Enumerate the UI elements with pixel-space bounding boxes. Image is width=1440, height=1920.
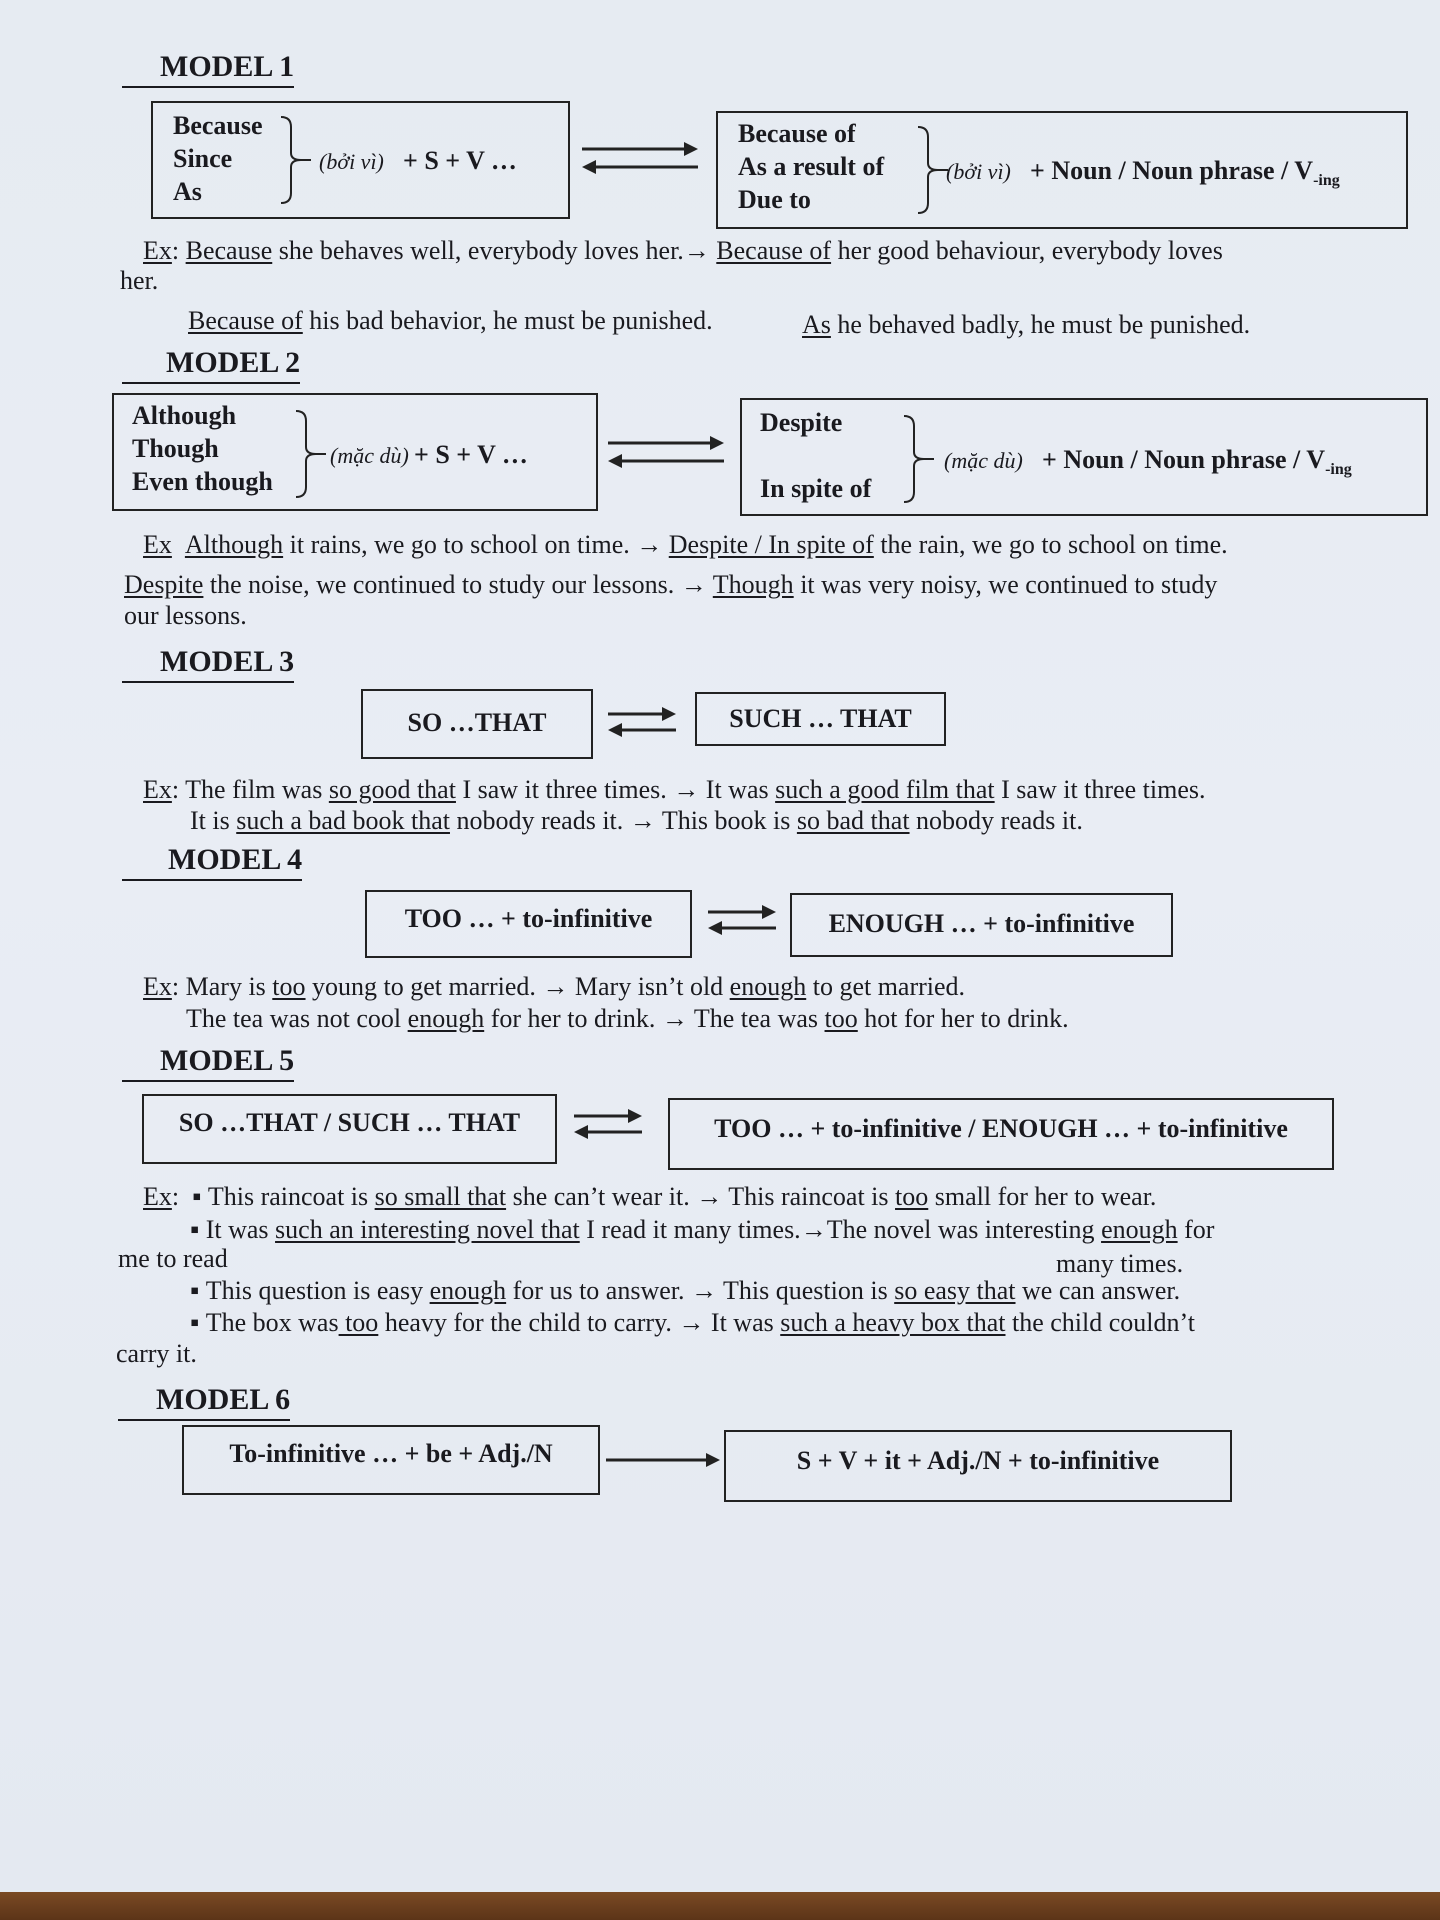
example-label: Ex bbox=[143, 530, 172, 559]
example-key-2: such a good film that bbox=[775, 775, 995, 804]
gloss-mac-du: (mặc dù) bbox=[330, 443, 409, 468]
model-5-example-4 bbox=[190, 1308, 1195, 1338]
example-label: Ex bbox=[143, 972, 172, 1001]
model-5-example-2 bbox=[190, 1215, 1214, 1245]
example-text-2: her good behaviour, everybody loves bbox=[831, 236, 1223, 265]
structure-too-enough: TOO … + to-infinitive / ENOUGH … + to-infinitive bbox=[714, 1114, 1288, 1143]
example-text-0: The tea was not cool bbox=[186, 1004, 408, 1033]
model-4-example-1 bbox=[143, 972, 965, 1002]
model-6-heading: MODEL 6 bbox=[118, 1383, 290, 1421]
model-4-left-box bbox=[365, 890, 692, 958]
arrow-right-icon bbox=[604, 1451, 722, 1469]
model-5-right-box bbox=[668, 1098, 1334, 1170]
example-text-1: heavy for the child to carry. bbox=[378, 1308, 679, 1337]
two-way-arrow-icon bbox=[706, 904, 778, 936]
example-key-1: enough bbox=[407, 1004, 485, 1033]
example-label: Ex bbox=[143, 775, 172, 804]
example-text-1: she behaves well, everybody loves her. bbox=[272, 236, 684, 265]
example-key-2: Despite / In spite of bbox=[668, 530, 874, 559]
example-text-1: nobody reads it. bbox=[449, 806, 630, 835]
example-text-2: It was bbox=[705, 775, 776, 804]
example-text-0: This question is easy bbox=[205, 1276, 430, 1305]
model-1-example-2-a bbox=[188, 306, 713, 336]
model-4-right-box bbox=[790, 893, 1173, 957]
structure-such-that: SUCH … THAT bbox=[729, 704, 912, 733]
example-key-1: Because of bbox=[188, 306, 303, 335]
example-key-1: Despite bbox=[124, 570, 204, 599]
arrow-icon: → bbox=[683, 236, 717, 265]
example-text-1: I saw it three times. bbox=[455, 775, 674, 804]
model-2-right-box bbox=[740, 398, 1428, 516]
model-2-left-box bbox=[112, 393, 598, 511]
conjunction-because: Because bbox=[173, 111, 263, 140]
structure-so-that-such-that: SO …THAT / SUCH … THAT bbox=[178, 1108, 521, 1137]
arrow-icon: → bbox=[800, 1215, 827, 1244]
example-key-2: such a heavy box that bbox=[780, 1308, 1006, 1337]
model-5-left-box bbox=[142, 1094, 557, 1164]
arrow-icon: → bbox=[542, 972, 575, 1001]
model-6-right-box bbox=[724, 1430, 1232, 1502]
model-1-example-1 bbox=[143, 236, 1223, 266]
formula-subscript: -ing bbox=[1325, 461, 1352, 479]
example-text-3: hot for her to drink. bbox=[857, 1004, 1069, 1033]
conjunction-since: Since bbox=[173, 144, 233, 173]
formula-text: + Noun / Noun phrase / V bbox=[1030, 156, 1314, 185]
example-key-2: As bbox=[802, 310, 831, 339]
example-key-1: too bbox=[338, 1308, 379, 1337]
model-5-example-2-continued: me to read bbox=[118, 1244, 228, 1273]
brace-icon bbox=[292, 409, 328, 499]
model-5-example-1 bbox=[143, 1182, 1156, 1212]
example-text-3: we can answer. bbox=[1015, 1276, 1181, 1305]
arrow-icon: → bbox=[661, 1004, 694, 1033]
example-text-0: The film was bbox=[185, 775, 329, 804]
model-3-left-box bbox=[361, 689, 593, 759]
model-3-heading: MODEL 3 bbox=[122, 645, 294, 683]
formula-clause: + S + V … bbox=[414, 440, 528, 469]
example-text-3: to get married. bbox=[806, 972, 966, 1001]
example-text-3: nobody reads it. bbox=[909, 806, 1083, 835]
example-text-2: Mary isn’t old bbox=[574, 972, 730, 1001]
example-text-2: it was very noisy, we continued to study bbox=[793, 570, 1218, 599]
model-4-example-2 bbox=[186, 1004, 1069, 1034]
two-way-arrow-icon bbox=[606, 434, 726, 470]
model-3-right-box bbox=[695, 692, 946, 746]
model-3-example-1 bbox=[143, 775, 1205, 805]
example-text-2: The novel was interesting bbox=[826, 1215, 1102, 1244]
model-1-example-2-b bbox=[802, 310, 1250, 340]
model-1-right-box bbox=[716, 111, 1408, 229]
model-4-heading: MODEL 4 bbox=[122, 843, 302, 881]
model-2-example-1 bbox=[143, 530, 1228, 560]
brace-icon bbox=[277, 115, 313, 205]
example-text-1: for us to answer. bbox=[506, 1276, 691, 1305]
example-text-2: It was bbox=[710, 1308, 781, 1337]
structure-too-to-infinitive: TOO … + to-infinitive bbox=[404, 904, 653, 933]
example-text-0: This raincoat is bbox=[207, 1182, 375, 1211]
example-text-1: the noise, we continued to study our lessons. bbox=[203, 570, 681, 599]
example-key-1: too bbox=[272, 972, 306, 1001]
example-text-1: I read it many times. bbox=[579, 1215, 801, 1244]
example-sep: : bbox=[171, 972, 186, 1001]
model-1-left-box bbox=[151, 101, 570, 219]
bullet: ▪ bbox=[190, 1308, 200, 1337]
bullet: ▪ bbox=[190, 1215, 200, 1244]
example-text-3: small for her to wear. bbox=[928, 1182, 1157, 1211]
example-key-1: such an interesting novel that bbox=[275, 1215, 580, 1244]
example-label: Ex bbox=[143, 236, 172, 265]
gloss-boi-vi: (bởi vì) bbox=[946, 159, 1011, 184]
example-key-2: enough bbox=[1101, 1215, 1178, 1244]
model-5-example-3 bbox=[190, 1276, 1180, 1306]
example-key-1: such a bad book that bbox=[236, 806, 450, 835]
example-text-2: The tea was bbox=[693, 1004, 825, 1033]
model-2-heading: MODEL 2 bbox=[122, 346, 300, 384]
model-6-left-box bbox=[182, 1425, 600, 1495]
bullet: ▪ bbox=[192, 1182, 202, 1211]
example-key-2: Though bbox=[712, 570, 794, 599]
structure-so-that: SO …THAT bbox=[407, 708, 547, 737]
example-text-0: Mary is bbox=[185, 972, 273, 1001]
example-text-0: The box was bbox=[205, 1308, 339, 1337]
example-text-1: his bad behavior, he must be punished. bbox=[302, 306, 713, 335]
arrow-icon: → bbox=[696, 1182, 729, 1211]
model-3-example-2 bbox=[190, 806, 1083, 836]
two-way-arrow-icon bbox=[572, 1108, 644, 1140]
model-5-heading: MODEL 5 bbox=[122, 1044, 294, 1082]
example-sep: : bbox=[171, 775, 186, 804]
example-text-3: for bbox=[1177, 1215, 1215, 1244]
example-key-1: Although bbox=[184, 530, 284, 559]
model-1-example-1-continued: her. bbox=[120, 266, 159, 295]
example-key-1: so good that bbox=[328, 775, 456, 804]
model-5-example-2-continued-2: many times. bbox=[1056, 1249, 1184, 1278]
example-label: Ex bbox=[143, 1182, 172, 1211]
preposition-as-a-result-of: As a result of bbox=[738, 152, 885, 181]
example-key-2: Because of bbox=[716, 236, 832, 265]
example-text-1: she can’t wear it. bbox=[506, 1182, 697, 1211]
example-text-0: It was bbox=[205, 1215, 276, 1244]
formula-noun-phrase bbox=[1030, 156, 1340, 190]
two-way-arrow-icon bbox=[606, 706, 678, 738]
two-way-arrow-icon bbox=[580, 140, 700, 176]
example-text-3: I saw it three times. bbox=[994, 775, 1206, 804]
arrow-icon: → bbox=[678, 1308, 711, 1337]
formula-text: + Noun / Noun phrase / V bbox=[1042, 445, 1326, 474]
example-key-2: too bbox=[824, 1004, 858, 1033]
example-text-1: it rains, we go to school on time. bbox=[283, 530, 637, 559]
structure-s-v-it-adj: S + V + it + Adj./N + to-infinitive bbox=[796, 1446, 1160, 1475]
structure-to-infinitive-be-adj: To-infinitive … + be + Adj./N bbox=[229, 1439, 553, 1468]
arrow-icon: → bbox=[691, 1276, 724, 1305]
brace-icon bbox=[900, 414, 936, 504]
preposition-due-to: Due to bbox=[738, 185, 811, 214]
preposition-in-spite-of: In spite of bbox=[760, 474, 872, 503]
example-text-2: This question is bbox=[723, 1276, 895, 1305]
arrow-icon: → bbox=[680, 570, 713, 599]
arrow-icon: → bbox=[673, 775, 706, 804]
example-text-2: he behaved badly, he must be punished. bbox=[830, 310, 1251, 339]
model-1-heading: MODEL 1 bbox=[122, 50, 294, 88]
example-key-2: enough bbox=[729, 972, 807, 1001]
bullet: ▪ bbox=[190, 1276, 200, 1305]
conjunction-even-though: Even though bbox=[132, 467, 273, 496]
example-text-2: the rain, we go to school on time. bbox=[873, 530, 1228, 559]
example-text-0: It is bbox=[190, 806, 237, 835]
example-sep: : bbox=[171, 1182, 180, 1211]
example-sep: : bbox=[171, 236, 186, 265]
formula-noun-phrase bbox=[1042, 445, 1352, 479]
example-text-1: young to get married. bbox=[305, 972, 543, 1001]
formula-clause: + S + V … bbox=[403, 146, 517, 175]
example-text-1: for her to drink. bbox=[484, 1004, 662, 1033]
brace-icon bbox=[914, 125, 950, 215]
conjunction-as: As bbox=[173, 177, 202, 206]
formula-subscript: -ing bbox=[1313, 172, 1340, 190]
gloss-mac-du: (mặc dù) bbox=[944, 448, 1023, 473]
example-key-1: so small that bbox=[374, 1182, 507, 1211]
model-2-example-2 bbox=[124, 570, 1217, 600]
structure-enough-to-infinitive: ENOUGH … + to-infinitive bbox=[828, 909, 1135, 938]
preposition-despite: Despite bbox=[760, 408, 843, 437]
example-key-2: so easy that bbox=[894, 1276, 1016, 1305]
desk-edge bbox=[0, 1892, 1440, 1920]
conjunction-though: Though bbox=[132, 434, 219, 463]
example-text-2: This raincoat is bbox=[728, 1182, 896, 1211]
example-key-2: too bbox=[895, 1182, 929, 1211]
model-2-example-2-continued: our lessons. bbox=[124, 601, 247, 630]
gloss-boi-vi: (bởi vì) bbox=[319, 149, 384, 174]
example-text-2: This book is bbox=[661, 806, 797, 835]
example-key-2: so bad that bbox=[796, 806, 910, 835]
example-key-1: Because bbox=[185, 236, 273, 265]
example-key-1: enough bbox=[429, 1276, 507, 1305]
arrow-icon: → bbox=[636, 530, 669, 559]
example-text-3: the child couldn’t bbox=[1005, 1308, 1195, 1337]
preposition-because-of: Because of bbox=[738, 119, 856, 148]
model-5-example-4-continued: carry it. bbox=[116, 1339, 197, 1368]
conjunction-although: Although bbox=[132, 401, 237, 430]
arrow-icon: → bbox=[629, 806, 662, 835]
